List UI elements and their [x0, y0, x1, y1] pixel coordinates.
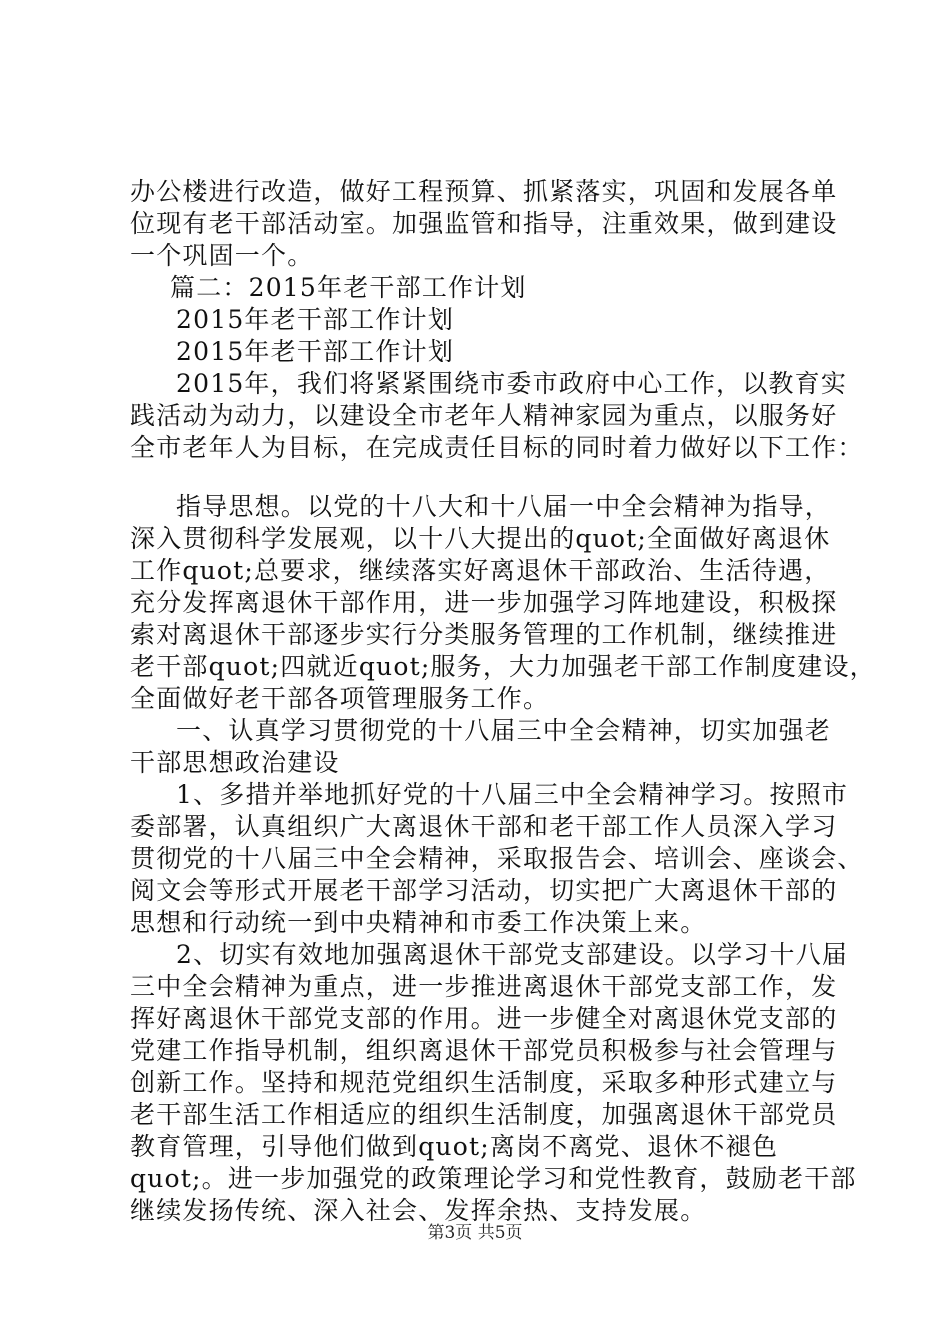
page-footer — [0, 1218, 950, 1243]
paragraph-gap — [130, 464, 850, 491]
document-title: 2015年老干部工作计划 — [176, 305, 455, 334]
text-line: 阅文会等形式开展老干部学习活动，切实把广大离退休干部的 — [130, 876, 838, 905]
text-line: 三中全会精神为重点，进一步推进离退休干部党支部工作，发 — [130, 972, 838, 1001]
text-line: 教育管理，引导他们做到quot;离岗不离党、退休不褪色 — [130, 1132, 779, 1161]
text-line: 办公楼进行改造，做好工程预算、抓紧落实，巩固和发展各单 — [130, 177, 838, 206]
text-line: 全市老年人为目标，在完成责任目标的同时着力做好以下工作： — [130, 433, 864, 462]
text-line: 1、多措并举地抓好党的十八届三中全会精神学习。按照市 — [176, 780, 849, 809]
text-line: 深入贯彻科学发展观，以十八大提出的quot;全面做好离退休 — [130, 524, 831, 553]
text-line: 践活动为动力，以建设全市老年人精神家园为重点，以服务好 — [130, 401, 838, 430]
text-line: 一个巩固一个。 — [130, 241, 314, 270]
text-line: 2、切实有效地加强离退休干部党支部建设。以学习十八届 — [176, 940, 849, 969]
document-body — [130, 176, 876, 1227]
text-line: 2015年，我们将紧紧围绕市委市政府中心工作，以教育实 — [176, 369, 848, 398]
text-line: 位现有老干部活动室。加强监管和指导，注重效果，做到建设 — [130, 209, 838, 238]
page-number: 第3页 共5页 — [427, 1223, 523, 1243]
section-heading: 篇二：2015年老干部工作计划 — [170, 273, 527, 302]
text-line: 继续发扬传统、深入社会、发挥余热、支持发展。 — [130, 1196, 707, 1225]
text-line: 党建工作指导机制，组织离退休干部党员积极参与社会管理与 — [130, 1036, 838, 1065]
text-line: 思想和行动统一到中央精神和市委工作决策上来。 — [130, 908, 707, 937]
text-line: 委部署，认真组织广大离退休干部和老干部工作人员深入学习 — [130, 812, 838, 841]
text-line: 指导思想。以党的十八大和十八届一中全会精神为指导， — [176, 492, 832, 521]
text-line: 老干部生活工作相适应的组织生活制度，加强离退休干部党员 — [130, 1100, 838, 1129]
text-line: 贯彻党的十八届三中全会精神，采取报告会、培训会、座谈会、 — [130, 844, 864, 873]
text-line: 挥好离退休干部党支部的作用。进一步健全对离退休党支部的 — [130, 1004, 838, 1033]
text-line: 工作quot;总要求，继续落实好离退休干部政治、生活待遇， — [130, 556, 831, 585]
text-line: 索对离退休干部逐步实行分类服务管理的工作机制，继续推进 — [130, 620, 838, 649]
document-subtitle: 2015年老干部工作计划 — [176, 337, 455, 366]
text-line: 创新工作。坚持和规范党组织生活制度，采取多种形式建立与 — [130, 1068, 838, 1097]
text-line: 老干部quot;四就近quot;服务，大力加强老干部工作制度建设， — [130, 652, 876, 681]
section-heading: 干部思想政治建设 — [130, 748, 340, 777]
section-heading: 一、认真学习贯彻党的十八届三中全会精神，切实加强老 — [176, 716, 832, 745]
text-line: 全面做好老干部各项管理服务工作。 — [130, 684, 550, 713]
text-line: 充分发挥离退休干部作用，进一步加强学习阵地建设，积极探 — [130, 588, 838, 617]
text-line: quot;。进一步加强党的政策理论学习和党性教育，鼓励老干部 — [130, 1164, 857, 1193]
